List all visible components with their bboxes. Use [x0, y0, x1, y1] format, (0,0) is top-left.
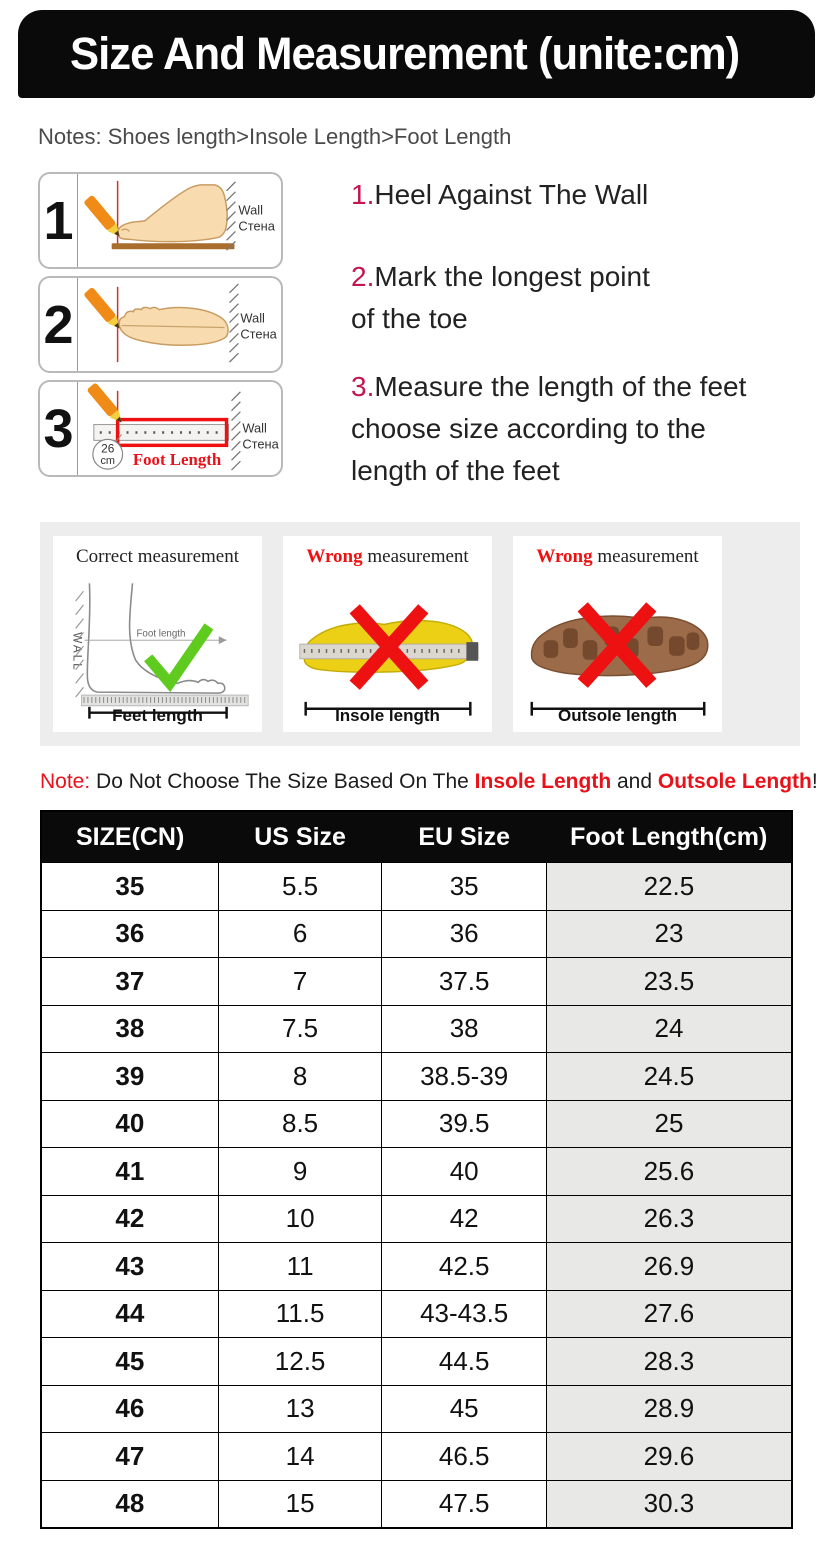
page-title: Size And Measurement (unite:cm) — [70, 28, 740, 79]
table-row — [41, 1053, 792, 1101]
title-highlight: Wrong — [306, 546, 363, 567]
insole-illustration — [290, 570, 486, 728]
table-cell: 43-43.5 — [382, 1290, 546, 1338]
table-cell: 37 — [41, 958, 218, 1006]
correct-measurement-box — [53, 536, 262, 732]
instruction-1-number: 1. — [351, 179, 375, 210]
table-cell: 6 — [218, 910, 382, 958]
measuring-steps-section — [38, 172, 833, 492]
instruction-1-text: Heel Against The Wall — [374, 179, 649, 210]
step-box-3 — [38, 380, 283, 477]
wrong-outsole-box — [513, 536, 722, 732]
table-row — [41, 958, 792, 1006]
table-row — [41, 1005, 792, 1053]
table-cell: 28.3 — [546, 1338, 792, 1386]
instruction-3 — [351, 366, 746, 492]
wall-vertical-label: WALL — [70, 632, 84, 672]
title-rest: measurement — [362, 546, 469, 567]
instruction-2-number: 2. — [351, 261, 375, 292]
instruction-3-text-line2: choose size according to the — [351, 413, 706, 444]
note-prefix: Note: — [40, 770, 91, 793]
table-row — [41, 1338, 792, 1386]
wall-hatching — [230, 284, 239, 362]
bubble-unit: cm — [100, 455, 115, 468]
table-cell: 43 — [41, 1243, 218, 1291]
wall-label-ru: Стена — [240, 326, 277, 342]
notes-line: Notes: Shoes length>Insole Length>Foot Length — [38, 124, 512, 149]
table-row — [41, 1148, 792, 1196]
instruction-2-text-line1: Mark the longest point — [374, 261, 650, 292]
wall-label: Wall — [238, 202, 263, 218]
table-row — [41, 1195, 792, 1243]
table-cell: 28.9 — [546, 1385, 792, 1433]
title-highlight: Wrong — [536, 546, 593, 567]
table-cell: 26.9 — [546, 1243, 792, 1291]
table-cell: 42.5 — [382, 1243, 546, 1291]
table-cell: 36 — [382, 910, 546, 958]
insole-length-label: Insole length — [335, 706, 440, 725]
table-cell: 5.5 — [218, 863, 382, 911]
table-cell: 8 — [218, 1053, 382, 1101]
table-cell: 22.5 — [546, 863, 792, 911]
table-cell: 35 — [41, 863, 218, 911]
table-cell: 14 — [218, 1433, 382, 1481]
table-cell: 24.5 — [546, 1053, 792, 1101]
instruction-3-text-line1: Measure the length of the feet — [374, 371, 747, 402]
table-cell: 41 — [41, 1148, 218, 1196]
note-insole-length: Insole Length — [474, 770, 612, 793]
wrong-measurement-title — [283, 546, 492, 568]
ground — [112, 243, 235, 249]
table-cell: 23.5 — [546, 958, 792, 1006]
table-cell: 11 — [218, 1243, 382, 1291]
table-cell: 46.5 — [382, 1433, 546, 1481]
table-cell: 12.5 — [218, 1338, 382, 1386]
table-row — [41, 1290, 792, 1338]
title-banner — [18, 10, 815, 98]
table-cell: 40 — [382, 1148, 546, 1196]
header-size-cn: SIZE(CN) — [41, 811, 218, 863]
step-illustrations — [38, 172, 283, 492]
table-cell: 38 — [41, 1005, 218, 1053]
wall-hatching — [231, 392, 240, 470]
table-cell: 13 — [218, 1385, 382, 1433]
arrowhead — [218, 636, 226, 644]
step-number-2: 2 — [40, 278, 78, 371]
table-header-row — [41, 811, 792, 863]
step-box-2 — [38, 276, 283, 373]
table-cell: 10 — [218, 1195, 382, 1243]
table-cell: 39 — [41, 1053, 218, 1101]
wrong-measurement-title — [513, 546, 722, 568]
table-cell: 48 — [41, 1480, 218, 1528]
table-cell: 11.5 — [218, 1290, 382, 1338]
table-cell: 7.5 — [218, 1005, 382, 1053]
table-cell: 47 — [41, 1433, 218, 1481]
measurement-comparison-strip — [40, 522, 800, 746]
instruction-1 — [351, 174, 746, 216]
header-eu-size: EU Size — [382, 811, 546, 863]
note-text-1: Do Not Choose The Size Based On The — [90, 770, 475, 793]
title-highlight: Correct — [75, 546, 133, 567]
feet-length-label: Feet length — [112, 706, 203, 725]
title-rest: measurement — [592, 546, 699, 567]
foot-shape — [118, 185, 227, 242]
table-cell: 46 — [41, 1385, 218, 1433]
header-foot-length: Foot Length(cm) — [546, 811, 792, 863]
wall-label: Wall — [242, 420, 267, 436]
size-table-body — [41, 863, 792, 1529]
table-cell: 24 — [546, 1005, 792, 1053]
wrong-insole-box — [283, 536, 492, 732]
table-cell: 45 — [41, 1338, 218, 1386]
table-row — [41, 910, 792, 958]
table-row — [41, 1433, 792, 1481]
table-cell: 27.6 — [546, 1290, 792, 1338]
table-cell: 29.6 — [546, 1433, 792, 1481]
table-cell: 9 — [218, 1148, 382, 1196]
table-row — [41, 863, 792, 911]
table-cell: 8.5 — [218, 1100, 382, 1148]
table-cell: 26.3 — [546, 1195, 792, 1243]
note-text-3: ! — [811, 770, 818, 793]
header-us-size: US Size — [218, 811, 382, 863]
foot-top-illustration — [78, 278, 281, 371]
bubble-value: 26 — [101, 441, 115, 456]
foot-length-inner-label: Foot length — [135, 628, 185, 640]
tape-end — [466, 642, 478, 661]
ruler-illustration — [78, 382, 281, 475]
table-cell: 15 — [218, 1480, 382, 1528]
note-outsole-length: Outsole Length — [657, 770, 812, 793]
correct-measurement-illustration — [60, 570, 256, 728]
warning-note — [40, 770, 833, 794]
outsole-length-label: Outsole length — [558, 706, 677, 725]
ruler — [81, 695, 248, 706]
step-box-1 — [38, 172, 283, 269]
step-number-1: 1 — [40, 174, 78, 267]
wall-label-ru: Стена — [242, 436, 279, 452]
table-cell: 42 — [41, 1195, 218, 1243]
wall-label-ru: Стена — [238, 218, 275, 234]
table-cell: 30.3 — [546, 1480, 792, 1528]
table-cell: 40 — [41, 1100, 218, 1148]
table-cell: 36 — [41, 910, 218, 958]
table-row — [41, 1480, 792, 1528]
wall-label: Wall — [240, 310, 265, 326]
table-cell: 39.5 — [382, 1100, 546, 1148]
table-cell: 45 — [382, 1385, 546, 1433]
table-cell: 7 — [218, 958, 382, 1006]
step-number-3: 3 — [40, 382, 78, 475]
table-cell: 44 — [41, 1290, 218, 1338]
foot-side-illustration — [78, 174, 281, 267]
outsole-illustration — [520, 570, 716, 728]
instruction-2-text-line2: of the toe — [351, 303, 468, 334]
size-chart-table — [40, 810, 793, 1529]
correct-measurement-title — [53, 546, 262, 568]
instruction-3-text-line3: length of the feet — [351, 455, 560, 486]
table-cell: 47.5 — [382, 1480, 546, 1528]
title-rest: measurement — [132, 546, 240, 567]
table-row — [41, 1100, 792, 1148]
note-text-2: and — [611, 770, 658, 793]
table-cell: 23 — [546, 910, 792, 958]
table-row — [41, 1243, 792, 1291]
table-cell: 37.5 — [382, 958, 546, 1006]
table-cell: 25 — [546, 1100, 792, 1148]
instruction-3-number: 3. — [351, 371, 375, 402]
table-cell: 44.5 — [382, 1338, 546, 1386]
table-cell: 38 — [382, 1005, 546, 1053]
foot-length-label: Foot Length — [132, 450, 222, 470]
step-instructions — [283, 172, 746, 492]
table-cell: 42 — [382, 1195, 546, 1243]
table-cell: 38.5-39 — [382, 1053, 546, 1101]
table-cell: 25.6 — [546, 1148, 792, 1196]
table-cell: 35 — [382, 863, 546, 911]
pencil-icon — [86, 382, 126, 426]
table-row — [41, 1385, 792, 1433]
instruction-2 — [351, 256, 746, 340]
